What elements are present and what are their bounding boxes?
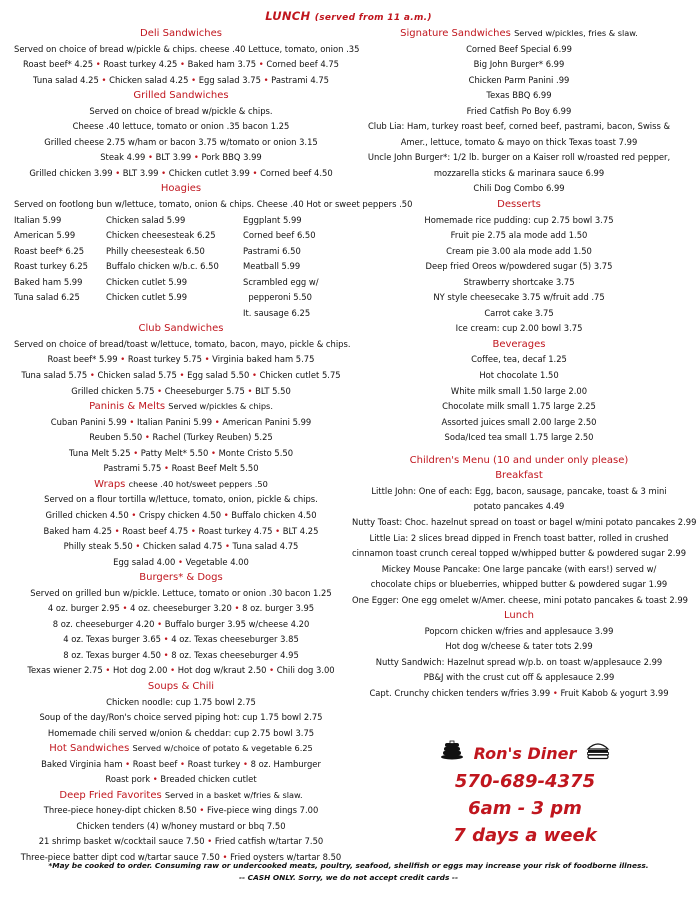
bullet-separator: • <box>214 416 220 427</box>
menu-line: Three-piece batter dipt cod w/tartar sauce 7.50 • Fried oysters w/tartar 8.50 <box>20 851 342 862</box>
bullet-separator: • <box>129 416 135 427</box>
menu-line: Served on a flour tortilla w/lettuce, tomato, onion, pickle & chips. <box>44 494 318 505</box>
menu-line: potato pancakes 4.49 <box>473 501 565 512</box>
menu-line: Served on footlong bun w/lettuce, tomato, onion & chips. Cheese .40 Hot or sweet peppers .50 <box>14 199 413 210</box>
menu-line: Baked Virginia ham • Roast beef • Roast turkey • 8 oz. Hamburger <box>41 758 321 769</box>
menu-line: Coffee, tea, decaf 1.25 <box>471 354 567 365</box>
menu-line: Reuben 5.50 • Rachel (Turkey Reuben) 5.25 <box>89 432 273 443</box>
menu-line: Chili Dog Combo 6.99 <box>473 183 565 194</box>
section-heading-label: Signature Sandwiches <box>400 28 511 39</box>
menu-line: Texas wiener 2.75 • Hot dog 2.00 • Hot dog w/kraut 2.50 • Chili dog 3.00 <box>27 665 335 676</box>
bullet-separator: • <box>247 385 253 396</box>
bullet-separator: • <box>122 603 128 614</box>
menu-line: Club Lia: Ham, turkey roast beef, corned beef, pastrami, bacon, Swiss & <box>367 121 671 132</box>
menu-line: Pastrami 5.75 • Roast Beef Melt 5.50 <box>103 463 259 474</box>
footer <box>0 860 697 884</box>
hoagie-column <box>14 213 106 322</box>
menu-line: Tuna salad 5.75 • Chicken salad 5.75 • Egg salad 5.50 • Chicken cutlet 5.75 <box>21 370 341 381</box>
bullet-separator: • <box>190 525 196 536</box>
menu-item: Meatball 5.99 <box>243 261 301 272</box>
menu-line: Carrot cake 3.75 <box>484 307 554 318</box>
menu-line: mozzarella sticks & marinara sauce 6.99 <box>433 167 605 178</box>
hoagie-column <box>106 213 243 322</box>
menu-line: Corned Beef Special 6.99 <box>466 43 572 54</box>
menu-line: Roast beef* 4.25 • Roast turkey 4.25 • Baked ham 3.75 • Corned beef 4.75 <box>23 59 339 70</box>
menu-line: Three-piece honey-dipt chicken 8.50 • Five-piece wing dings 7.00 <box>43 805 319 816</box>
menu-line: Uncle John Burger*: 1/2 lb. burger on a Kaiser roll w/roasted red pepper, <box>367 152 671 163</box>
section-heading-desserts <box>352 197 686 213</box>
bullet-separator: • <box>258 59 264 70</box>
bullet-separator: • <box>163 634 169 645</box>
bullet-separator: • <box>207 836 213 847</box>
section-note: Served w/pickles & chips. <box>168 401 273 412</box>
menu-line: PB&J with the crust cut off & applesauce 2.99 <box>423 672 615 683</box>
bullet-separator: • <box>133 447 139 458</box>
section-heading-deep-fried-favorites <box>14 788 348 804</box>
menu-item: Eggplant 5.99 <box>243 214 302 225</box>
menu-item: Buffalo chicken w/b.c. 6.50 <box>106 261 219 272</box>
bullet-separator: • <box>180 758 185 769</box>
bullet-separator: • <box>157 385 163 396</box>
section-heading-paninis-melts <box>14 399 348 415</box>
menu-line: Grilled chicken 3.99 • BLT 3.99 • Chicken cutlet 3.99 • Corned beef 4.50 <box>29 167 333 178</box>
menu-line: 21 shrimp basket w/cocktail sauce 7.50 • Fried catfish w/tartar 7.50 <box>38 836 324 847</box>
bullet-separator: • <box>170 665 176 676</box>
section-note: Served w/pickles, fries & slaw. <box>514 28 638 38</box>
bullet-separator: • <box>105 665 111 676</box>
bullet-separator: • <box>115 167 121 178</box>
menu-line: cinnamon toast crunch cereal topped w/whipped butter & powdered sugar 2.99 <box>352 548 687 559</box>
menu-line: Cuban Panini 5.99 • Italian Panini 5.99 • American Panini 5.99 <box>50 416 312 427</box>
bullet-separator: • <box>179 370 185 381</box>
menu-item: Corned beef 6.50 <box>243 230 316 241</box>
bullet-separator: • <box>252 167 258 178</box>
bullet-separator: • <box>163 649 169 660</box>
section-heading-breakfast <box>352 468 686 484</box>
section-heading-grilled-sandwiches <box>14 88 348 104</box>
bullet-separator: • <box>210 447 216 458</box>
menu-item: American 5.99 <box>14 230 76 241</box>
menu-line: Chicken noodle: cup 1.75 bowl 2.75 <box>106 696 256 707</box>
menu-line: Served on grilled bun w/pickle. Lettuce, tomato or onion .30 bacon 1.25 <box>30 587 332 598</box>
section-heading-label: Burgers* & Dogs <box>139 572 223 584</box>
menu-item: Roast beef* 6.25 <box>14 245 85 256</box>
menu-line: Mickey Mouse Pancake: One large pancake (with ears!) served w/ <box>381 563 657 574</box>
section-note: Served in a basket w/fries & slaw. <box>164 789 303 800</box>
menu-item: Philly cheesesteak 6.50 <box>106 245 205 256</box>
section-heading-label: Deli Sandwiches <box>140 28 222 39</box>
bullet-separator: • <box>157 618 163 629</box>
menu-line: Chocolate milk small 1.75 large 2.25 <box>442 401 596 412</box>
menu-line: 4 oz. burger 2.95 • 4 oz. cheeseburger 3.20 • 8 oz. burger 3.95 <box>47 603 315 614</box>
section-note: cheese .40 hot/sweet peppers .50 <box>128 478 268 489</box>
section-heading-deli-sandwiches <box>14 26 348 42</box>
bullet-separator: • <box>114 525 120 536</box>
menu-line: Ice cream: cup 2.00 bowl 3.75 <box>455 323 583 334</box>
menu-item: Italian 5.99 <box>14 214 62 225</box>
menu-line: Served on choice of bread/toast w/lettuce, tomato, bacon, mayo, pickle & chips. <box>14 338 351 349</box>
menu-line: 8 oz. cheeseburger 4.20 • Buffalo burger 3.95 w/cheese 4.20 <box>52 618 310 629</box>
menu-item: Chicken cutlet 5.99 <box>106 292 188 303</box>
menu-line: Hot dog w/cheese & tater tots 2.99 <box>445 641 593 652</box>
menu-line: Roast beef* 5.99 • Roast turkey 5.75 • Virginia baked ham 5.75 <box>47 354 315 365</box>
menu-item: pepperoni 5.50 <box>243 292 312 303</box>
section-heading-club-sandwiches <box>14 321 348 337</box>
bullet-separator: • <box>199 805 205 816</box>
left-column <box>14 26 413 866</box>
section-heading-label: Grilled Sandwiches <box>133 90 229 102</box>
menu-line: 4 oz. Texas burger 3.65 • 4 oz. Texas cheeseburger 3.85 <box>63 634 299 645</box>
bullet-separator: • <box>135 541 141 552</box>
menu-item: Tuna salad 6.25 <box>14 292 80 303</box>
pancake-stack-icon <box>440 740 464 768</box>
bullet-separator: • <box>180 59 185 70</box>
bullet-separator: • <box>224 541 230 552</box>
section-heading-beverages <box>352 337 686 353</box>
menu-line: Assorted juices small 2.00 large 2.50 <box>441 416 597 427</box>
menu-line: Tuna salad 4.25 • Chicken salad 4.25 • Egg salad 3.75 • Pastrami 4.75 <box>32 74 330 85</box>
menu-line: Nutty Sandwich: Hazelnut spread w/p.b. on toast w/applesauce 2.99 <box>375 656 663 667</box>
diner-phone: 570-689-4375 <box>454 771 596 792</box>
diner-days: 7 days a week <box>453 825 597 846</box>
menu-line: Cheese .40 lettuce, tomato or onion .35 bacon 1.25 <box>72 121 290 132</box>
bullet-separator: • <box>131 509 137 520</box>
bullet-separator: • <box>147 152 153 163</box>
bullet-separator: • <box>178 556 183 567</box>
menu-line: Chicken tenders (4) w/honey mustard or bbq 7.50 <box>76 820 286 831</box>
section-heading-label: Wraps <box>94 478 126 490</box>
diner-name-row <box>380 740 670 768</box>
menu-line: Grilled chicken 4.50 • Crispy chicken 4.50 • Buffalo chicken 4.50 <box>45 509 317 520</box>
section-heading-label: Beverages <box>492 338 546 350</box>
menu-line: Fruit pie 2.75 ala mode add 1.50 <box>450 230 588 241</box>
section-heading-label: Breakfast <box>495 470 543 482</box>
section-heading-burgers-dogs <box>14 570 348 586</box>
section-heading-hoagies <box>14 181 348 197</box>
section-heading-label: Children's Menu (10 and under only please) <box>409 454 629 466</box>
menu-item: Chicken cheesesteak 6.25 <box>106 230 216 241</box>
bullet-separator: • <box>95 59 101 70</box>
section-heading-label: Deep Fried Favorites <box>59 789 162 801</box>
bullet-separator: • <box>263 74 269 85</box>
section-heading-children-s-menu-10-and-under-only-please <box>352 453 686 469</box>
menu-item: Roast turkey 6.25 <box>14 261 89 272</box>
menu-line: Soda/Iced tea small 1.75 large 2.50 <box>444 432 594 443</box>
diner-info <box>380 740 670 849</box>
bullet-separator: • <box>275 525 281 536</box>
menu-line: Little John: One of each: Egg, bacon, sausage, pancake, toast & 3 mini <box>371 485 667 496</box>
section-heading-label: Paninis & Melts <box>89 401 166 413</box>
diner-name: Ron's Diner <box>473 744 577 763</box>
bullet-separator: • <box>552 687 558 698</box>
menu-line: Fried Catfish Po Boy 6.99 <box>466 105 572 116</box>
bullet-separator: • <box>125 758 131 769</box>
bullet-separator: • <box>89 370 95 381</box>
bullet-separator: • <box>144 432 150 443</box>
menu-item: Chicken salad 5.99 <box>106 214 186 225</box>
menu-item: Baked ham 5.99 <box>14 276 83 287</box>
menu-line: Texas BBQ 6.99 <box>486 90 552 101</box>
menu-line: Nutty Toast: Choc. hazelnut spread on toast or bagel w/mini potato pancakes 2.99 <box>352 516 697 527</box>
menu-line: Roast pork • Breaded chicken cutlet <box>105 774 257 785</box>
section-gap <box>352 446 686 453</box>
menu-line: One Egger: One egg omelet w/Amer. cheese, mini potato pancakes & toast 2.99 <box>352 594 688 605</box>
bullet-separator: • <box>163 463 169 474</box>
bullet-separator: • <box>234 603 240 614</box>
section-heading-hot-sandwiches <box>14 741 348 757</box>
menu-title <box>0 9 697 23</box>
menu-line: NY style cheesecake 3.75 w/fruit add .75 <box>433 292 605 303</box>
menu-line: Chicken Parm Panini .99 <box>468 74 570 85</box>
menu-line: Egg salad 4.00 • Vegetable 4.00 <box>113 556 249 567</box>
menu-title-main: LUNCH <box>265 9 311 23</box>
menu-line: Served on choice of bread w/pickle & chips. cheese .40 Lettuce, tomato, onion .35 <box>14 43 360 54</box>
menu-line: Deep fried Oreos w/powdered sugar (5) 3.75 <box>425 261 613 272</box>
menu-line: Steak 4.99 • BLT 3.99 • Pork BBQ 3.99 <box>100 152 262 163</box>
bullet-separator: • <box>269 665 275 676</box>
section-heading-label: Soups & Chili <box>147 680 215 692</box>
menu-line: Homemade chili served w/onion & cheddar: cup 2.75 bowl 3.75 <box>47 727 315 738</box>
menu-item: Pastrami 6.50 <box>243 245 301 256</box>
burger-icon <box>586 740 610 768</box>
menu-line: Amer., lettuce, tomato & mayo on thick Texas toast 7.99 <box>400 136 638 147</box>
section-heading-lunch <box>352 608 686 624</box>
right-column <box>352 26 697 702</box>
menu-line: Served on choice of bread w/pickle & chips. <box>89 105 273 116</box>
menu-line: Cream pie 3.00 ala mode add 1.50 <box>446 245 592 256</box>
menu-line: Popcorn chicken w/fries and applesauce 3.99 <box>424 625 614 636</box>
menu-line: Strawberry shortcake 3.75 <box>463 276 575 287</box>
section-heading-signature-sandwiches <box>352 26 686 42</box>
menu-item: Scrambled egg w/ <box>243 276 319 287</box>
section-heading-label: Desserts <box>497 199 541 211</box>
section-heading-label: Hoagies <box>160 183 202 195</box>
menu-line: Baked ham 4.25 • Roast beef 4.75 • Roast turkey 4.75 • BLT 4.25 <box>43 525 319 536</box>
menu-line: Grilled cheese 2.75 w/ham or bacon 3.75 w/tomato or onion 3.15 <box>44 136 318 147</box>
menu-line: Little Lia: 2 slices bread dipped in French toast batter, rolled in crushed <box>369 532 669 543</box>
menu-line: Hot chocolate 1.50 <box>479 370 559 381</box>
menu-line: Homemade rice pudding: cup 2.75 bowl 3.75 <box>424 214 614 225</box>
section-heading-soups-chili <box>14 679 348 695</box>
hoagie-grid <box>14 213 348 322</box>
menu-line: Big John Burger* 6.99 <box>473 59 565 70</box>
bullet-separator: • <box>191 74 197 85</box>
section-heading-label: Hot Sandwiches <box>49 743 130 755</box>
menu-line: Soup of the day/Ron's choice served piping hot: cup 1.75 bowl 2.75 <box>39 712 323 723</box>
bullet-separator: • <box>223 509 229 520</box>
bullet-separator: • <box>152 774 158 785</box>
diner-hours: 6am - 3 pm <box>468 798 582 819</box>
section-heading-label: Lunch <box>504 610 534 622</box>
section-note: Served w/choice of potato & vegetable 6.25 <box>132 743 313 754</box>
menu-line: White milk small 1.50 large 2.00 <box>450 385 588 396</box>
bullet-separator: • <box>161 167 167 178</box>
menu-line: Grilled chicken 5.75 • Cheeseburger 5.75 • BLT 5.50 <box>71 385 291 396</box>
menu-line: chocolate chips or blueberries, whipped butter & powdered sugar 1.99 <box>370 579 668 590</box>
footer-disclaimer: *May be cooked to order. Consuming raw or undercooked meats, poultry, seafood, shellfish or eggs may increase your risk of foodborne illness. <box>48 861 649 870</box>
bullet-separator: • <box>120 354 126 365</box>
menu-item: It. sausage 6.25 <box>243 307 311 318</box>
bullet-separator: • <box>251 370 257 381</box>
hoagie-column <box>243 213 348 322</box>
menu-line: Philly steak 5.50 • Chicken salad 4.75 • Tuna salad 4.75 <box>63 541 299 552</box>
bullet-separator: • <box>101 74 107 85</box>
bullet-separator: • <box>222 851 228 862</box>
section-heading-wraps <box>14 477 348 493</box>
menu-title-sub: (served from 11 a.m.) <box>314 13 432 23</box>
menu-line: Capt. Crunchy chicken tenders w/fries 3.99 • Fruit Kabob & yogurt 3.99 <box>369 687 669 698</box>
menu-line: Tuna Melt 5.25 • Patty Melt* 5.50 • Monte Cristo 5.50 <box>68 447 294 458</box>
menu-item: Chicken cutlet 5.99 <box>106 276 188 287</box>
bullet-separator: • <box>193 152 199 163</box>
bullet-separator: • <box>204 354 210 365</box>
menu-line: 8 oz. Texas burger 4.50 • 8 oz. Texas cheeseburger 4.95 <box>63 649 299 660</box>
bullet-separator: • <box>243 758 248 769</box>
footer-cash-only: -- CASH ONLY. Sorry, we do not accept credit cards -- <box>238 873 459 882</box>
section-heading-label: Club Sandwiches <box>138 323 224 335</box>
